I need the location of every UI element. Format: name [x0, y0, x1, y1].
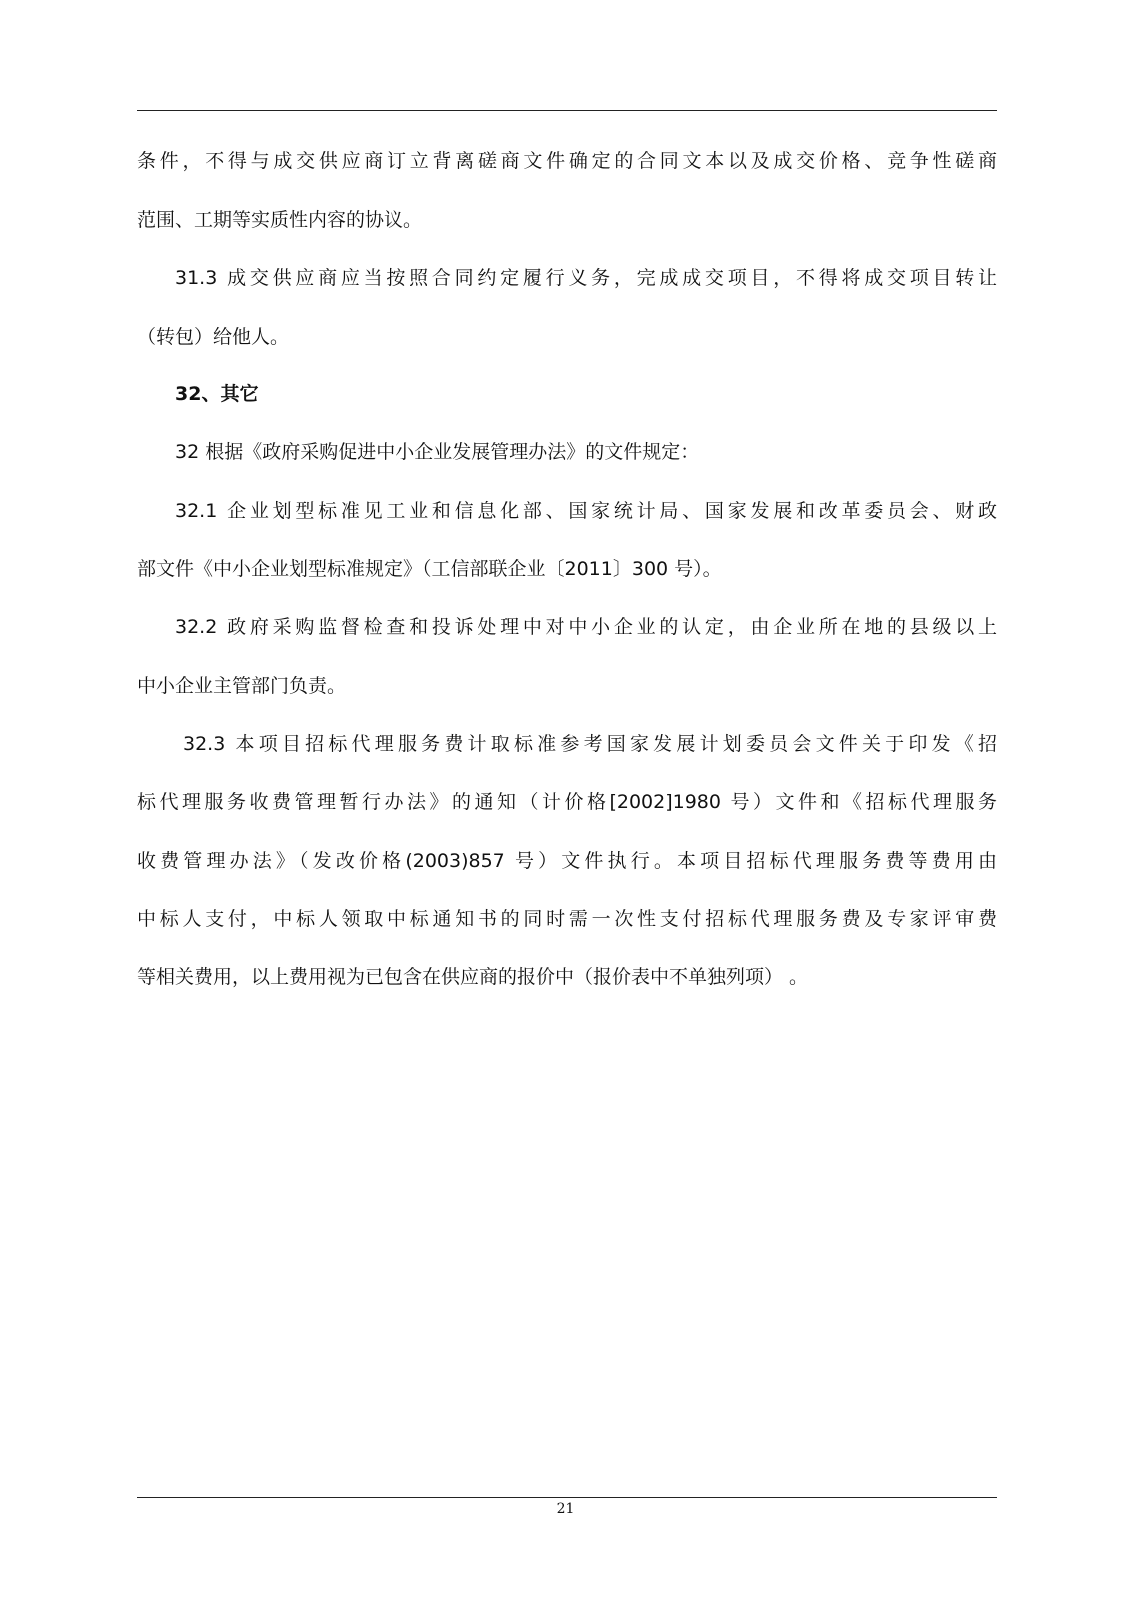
line-07: 32.1 企业划型标准见工业和信息化部、国家统计局、国家发展和改革委员会、财政: [175, 500, 997, 522]
line-08: 部文件《中小企业划型标准规定》（工信部联企业〔2011〕300 号）。: [137, 558, 722, 580]
page-number: 21: [556, 1501, 575, 1517]
line-03: 31.3 成交供应商应当按照合同约定履行义务，完成成交项目，不得将成交项目转让: [175, 267, 997, 289]
line-01: 条件，不得与成交供应商订立背离磋商文件确定的合同文本以及成交价格、竞争性磋商: [137, 150, 997, 172]
line-09: 32.2 政府采购监督检查和投诉处理中对中小企业的认定，由企业所在地的县级以上: [175, 616, 997, 638]
line-14: 中标人支付，中标人领取中标通知书的同时需一次性支付招标代理服务费及专家评审费: [137, 908, 997, 930]
line-11: 32.3 本项目招标代理服务费计取标准参考国家发展计划委员会文件关于印发《招: [183, 733, 997, 755]
footer-rule: [137, 1497, 997, 1498]
line-15: 等相关费用，以上费用视为已包含在供应商的报价中（报价表中不单独列项） 。: [137, 966, 809, 988]
section-heading-32: 32、其它: [175, 383, 259, 405]
line-12: 标代理服务收费管理暂行办法》的通知（计价格[2002]1980 号）文件和《招标代理服务: [137, 791, 997, 813]
header-rule: [137, 110, 997, 111]
line-06: 32 根据《政府采购促进中小企业发展管理办法》的文件规定：: [175, 441, 700, 463]
line-02: 范围、工期等实质性内容的协议。: [137, 209, 423, 231]
line-04: （转包）给他人。: [137, 326, 290, 348]
line-13: 收费管理办法》（发改价格(2003)857 号）文件执行。本项目招标代理服务费等费用由: [137, 850, 997, 872]
line-10: 中小企业主管部门负责。: [137, 675, 347, 697]
